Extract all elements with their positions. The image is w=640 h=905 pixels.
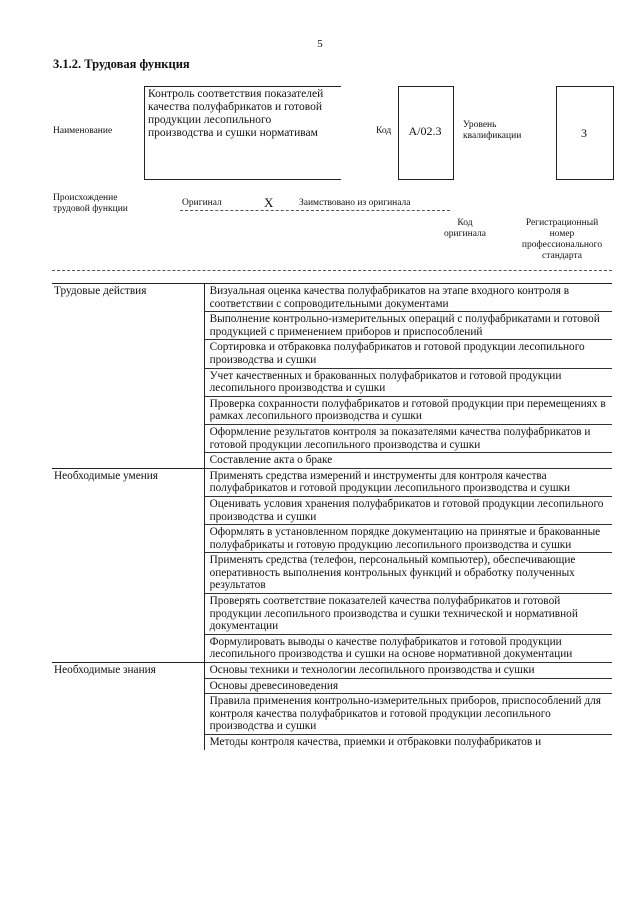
table-cell: Проверка сохранности полуфабрикатов и готовой продукции при перемещениях в рамках лесопильного производства и сушки xyxy=(204,396,612,424)
group-label-actions: Трудовые действия xyxy=(52,284,204,469)
table-cell: Оформлять в установленном порядке документацию на принятые и бракованные полуфабрикаты и готовую продукцию лесопильного производства и сушки xyxy=(204,525,612,553)
table-row xyxy=(52,663,612,679)
page-number: 5 xyxy=(317,38,323,50)
group-label-knowledge: Необходимые знания xyxy=(52,663,204,750)
code-value: А/02.3 xyxy=(408,124,442,138)
table-cell: Составление акта о браке xyxy=(204,453,612,469)
table-cell: Методы контроля качества, приемки и отбраковки полуфабрикатов и xyxy=(209,736,542,748)
table-cell: Визуальная оценка качества полуфабрикатов на этапе входного контроля в соответствии с сопроводительными документами xyxy=(204,284,612,312)
original-mark: X xyxy=(264,195,274,210)
function-name: Контроль соответствия показателей качества полуфабрикатов и готовой продукции лесопильного производства и сушки нормативам xyxy=(148,88,324,139)
table-cell: Выполнение контрольно-измерительных операций с полуфабрикатами и готовой продукцией с применением приборов и приспособлений xyxy=(204,312,612,340)
table-cell: Оценивать условия хранения полуфабрикатов и готовой продукции лесопильного производства и сушки xyxy=(204,496,612,524)
table-top-guide xyxy=(52,270,612,271)
name-label: Наименование xyxy=(53,126,113,136)
table-cell: Применять средства (телефон, персональный компьютер), обеспечивающие оперативность выполнения контрольных функций и обработку полученных результатов xyxy=(204,553,612,594)
original-label: Оригинал xyxy=(182,198,222,208)
level-value: 3 xyxy=(581,126,587,140)
table-row xyxy=(52,284,612,312)
table-cell: Сортировка и отбраковка полуфабрикатов и готовой продукции лесопильного производства и сушки xyxy=(204,340,612,368)
borrowed-label: Заимствовано из оригинала xyxy=(299,198,411,208)
table-cell: Оформление результатов контроля за показателями качества полуфабрикатов и готовой продукции лесопильного производства и сушки xyxy=(204,424,612,452)
level-label: Уровень квалификации xyxy=(463,120,522,141)
origin-divider xyxy=(180,210,450,211)
table-cell: Проверять соответствие показателей качества полуфабрикатов и готовой продукции лесопильного производства и сушки технической и нормативной документации xyxy=(204,594,612,635)
table-row xyxy=(52,468,612,496)
code-original-label: Код оригинала xyxy=(444,218,486,239)
table-cell: Основы техники и технологии лесопильного производства и сушки xyxy=(204,663,612,679)
code-label: Код xyxy=(376,126,392,136)
table-cell: Применять средства измерений и инструменты для контроля качества полуфабрикатов и готовой продукции лесопильного производства и сушки xyxy=(204,468,612,496)
competency-table xyxy=(52,283,612,750)
table-cell: Формулировать выводы о качестве полуфабрикатов и готовой продукции лесопильного производства и сушки на основе нормативной документации xyxy=(204,634,612,662)
group-label-skills: Необходимые умения xyxy=(52,468,204,662)
reg-number-label: Регистрационный номер профессионального стандарта xyxy=(521,218,603,261)
origin-label: Происхождение трудовой функции xyxy=(53,193,128,214)
section-title: 3.1.2. Трудовая функция xyxy=(53,57,190,71)
table-cell: Учет качественных и бракованных полуфабрикатов и готовой продукции лесопильного производства и сушки xyxy=(204,368,612,396)
table-cell: Основы древесиноведения xyxy=(204,678,612,694)
table-cell: Правила применения контрольно-измерительных приборов, приспособлений для контроля качества полуфабрикатов и готовой продукции лесопильного производства и сушки xyxy=(204,694,612,735)
